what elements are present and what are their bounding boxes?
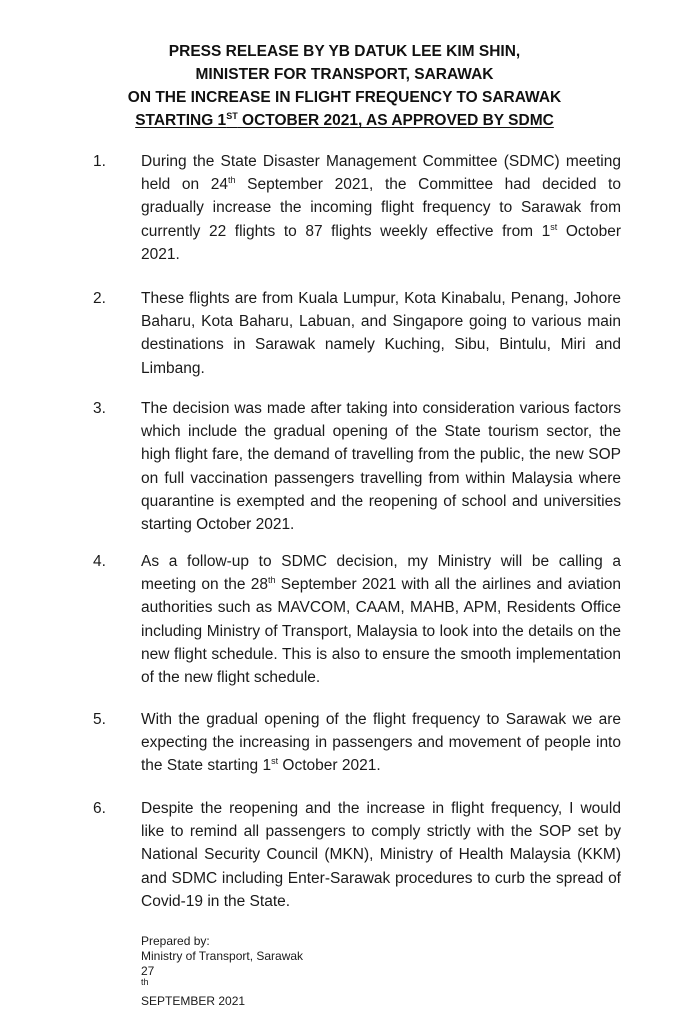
item-number: 1. [93, 153, 106, 170]
item-number: 2. [93, 290, 106, 307]
item-number: 3. [93, 400, 106, 417]
prepared-by-label: Prepared by: [141, 934, 210, 948]
item-text [141, 550, 621, 689]
item-text-part: October 2021. [278, 757, 381, 775]
release-date-rest: SEPTEMBER 2021 [141, 994, 246, 1008]
item-text: Despite the reopening and the increase in flight frequency, I would like to remind all passengers to comply strictly with the SOP set by National Security Council (MKN), Ministry of Health Malaysia (KKM) and SDMC including Enter-Sarawak procedures to curb the spread of Covid-19 in the State. [141, 800, 621, 910]
item-number: 5. [93, 711, 106, 728]
title-line-1: PRESS RELEASE BY YB DATUK LEE KIM SHIN, [168, 43, 521, 60]
item-text-part: With the gradual opening of the flight frequency to Sarawak we are expecting the increasing in passengers and movement of people into the State starting 1 [141, 711, 621, 775]
item-text: The decision was made after taking into consideration various factors which include the gradual opening of the State tourism sector, the high flight fare, the demand of travelling from the public, the new SOP on full vaccination passengers travelling from within Malaysia where quarantine is exempted and the reopening of school and universities starting October 2021. [141, 400, 621, 534]
item-text-superscript: st [271, 756, 279, 767]
title-line-4-end: OCTOBER 2021, AS APPROVED BY SDMC [237, 112, 554, 129]
prepared-by-block [141, 934, 303, 1009]
item-text-superscript: st [550, 221, 558, 232]
title-line-3: ON THE INCREASE IN FLIGHT FREQUENCY TO SARAWAK [127, 89, 562, 106]
item-text [141, 708, 621, 778]
item-number: 6. [93, 800, 106, 817]
release-date-superscript: th [141, 977, 149, 987]
item-text-part: September 2021, the Committee had decided to gradually increase the incoming flight frequency to Sarawak from currently 22 flights to 87 flights weekly effective from 1 [141, 176, 621, 240]
release-date-day: 27 [141, 964, 155, 978]
item-text-part: September 2021 with all the airlines and aviation authorities such as MAVCOM, CAAM, MAHB, APM, Residents Office including Ministry of Transport, Malaysia to look into the details on the new flight schedule. This is also to ensure the smooth implementation of the new flight schedule. [141, 576, 622, 687]
title-line-2: MINISTER FOR TRANSPORT, SARAWAK [195, 66, 494, 83]
item-text-part: October 2021. [141, 222, 621, 263]
title-line-4-start: STARTING 1 [135, 112, 227, 129]
item-text: These flights are from Kuala Lumpur, Kota Kinabalu, Penang, Johore Baharu, Kota Baharu, Labuan, and Singapore going to various main destinations in Sarawak namely Kuching, Sibu, Bintulu, Miri and Limbang. [141, 290, 621, 377]
title-line-4-superscript: ST [226, 110, 238, 121]
item-text-superscript: th [268, 575, 276, 586]
title-line-4 [40, 109, 649, 132]
press-release-title [40, 40, 649, 132]
item-text-part: As a follow-up to SDMC decision, my Ministry will be calling a meeting on the 28 [141, 553, 621, 594]
item-number: 4. [93, 553, 106, 570]
prepared-by-organization: Ministry of Transport, Sarawak [141, 949, 304, 963]
item-text [141, 150, 621, 266]
item-text-part: During the State Disaster Management Committee (SDMC) meeting held on 24 [141, 153, 621, 194]
item-text-superscript: th [228, 175, 236, 186]
release-date [141, 964, 303, 1009]
